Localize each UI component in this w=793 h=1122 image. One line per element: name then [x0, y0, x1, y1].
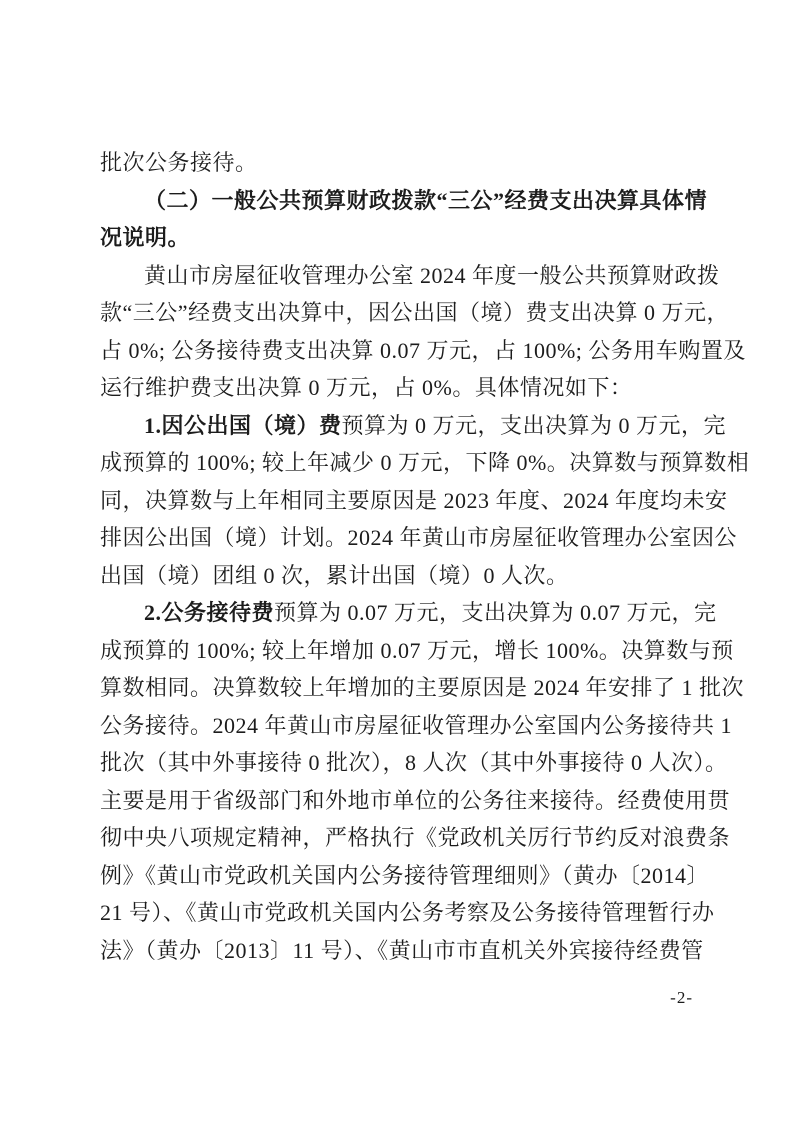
bold-text-segment: 1.因公出国（境）费: [144, 412, 342, 438]
text-segment: 占 0%; 公务接待费支出决算 0.07 万元，占 100%; 公务用车购置及: [100, 337, 746, 363]
document-body: [100, 144, 750, 969]
text-line: [100, 594, 720, 632]
text-line: [100, 144, 720, 182]
text-line: [100, 894, 720, 932]
text-line: [100, 519, 738, 557]
text-line: [100, 669, 745, 707]
text-line: [100, 294, 730, 332]
text-line: [100, 819, 731, 857]
text-segment: 批次公务接待。: [100, 150, 258, 175]
text-line: [100, 557, 720, 595]
text-line: [100, 632, 734, 670]
text-segment: 例》《黄山市党政机关国内公务接待管理细则》（黄办〔2014〕: [100, 862, 710, 888]
text-line: [100, 407, 727, 445]
text-segment: 成预算的 100%; 较上年增加 0.07 万元，增长 100%。决算数与预: [100, 637, 734, 663]
text-segment: 预算为 0 万元，支出决算为 0 万元，完: [341, 412, 727, 438]
text-segment: 出国（境）团组 0 次，累计出国（境）0 人次。: [100, 562, 569, 588]
text-line: [100, 707, 733, 745]
text-segment: 批次（其中外事接待 0 批次），8 人次（其中外事接待 0 人次）。: [100, 750, 728, 775]
text-line: [100, 332, 746, 370]
text-segment: 主要是用于省级部门和外地市单位的公务往来接待。经费使用贯: [100, 787, 731, 813]
text-segment: 款“三公”经费支出决算中，因公出国（境）费支出决算 0 万元，: [100, 300, 730, 325]
text-segment: 21 号）、《黄山市党政机关国内公务考察及公务接待管理暂行办: [100, 900, 715, 925]
text-line: [100, 482, 728, 520]
text-segment: 排因公出国（境）计划。2024 年黄山市房屋征收管理办公室因公: [100, 525, 738, 550]
text-segment: 公务接待。2024 年黄山市房屋征收管理办公室国内公务接待共 1: [100, 712, 733, 738]
text-line: [100, 782, 731, 820]
text-line: [100, 369, 720, 407]
page-number: -2-: [670, 988, 693, 1007]
text-line: [100, 932, 720, 970]
bold-text-segment: （二）一般公共预算财政拨款“三公”经费支出决算具体情: [144, 187, 708, 213]
text-segment: 法》（黄办〔2013〕11 号）、《黄山市市直机关外宾接待经费管: [100, 937, 704, 963]
text-segment: 算数相同。决算数较上年增加的主要原因是 2024 年安排了 1 批次: [100, 675, 745, 700]
text-line: [100, 182, 720, 220]
bold-text-segment: 2.公务接待费: [144, 600, 275, 625]
text-line: [100, 257, 720, 295]
text-line: [100, 857, 720, 895]
text-line: [100, 444, 750, 482]
text-segment: 彻中央八项规定精神，严格执行《党政机关厉行节约反对浪费条: [100, 825, 731, 850]
text-segment: 成预算的 100%; 较上年减少 0 万元，下降 0%。决算数与预算数相: [100, 450, 750, 475]
text-segment: 同，决算数与上年相同主要原因是 2023 年度、2024 年度均未安: [100, 487, 728, 513]
bold-text-segment: 况说明。: [100, 225, 191, 250]
text-segment: 运行维护费支出决算 0 万元，占 0%。具体情况如下：: [100, 375, 633, 400]
text-segment: 预算为 0.07 万元，支出决算为 0.07 万元，完: [274, 600, 717, 625]
text-segment: 黄山市房屋征收管理办公室 2024 年度一般公共预算财政拨: [144, 262, 720, 288]
text-line: [100, 219, 720, 257]
text-line: [100, 744, 728, 782]
